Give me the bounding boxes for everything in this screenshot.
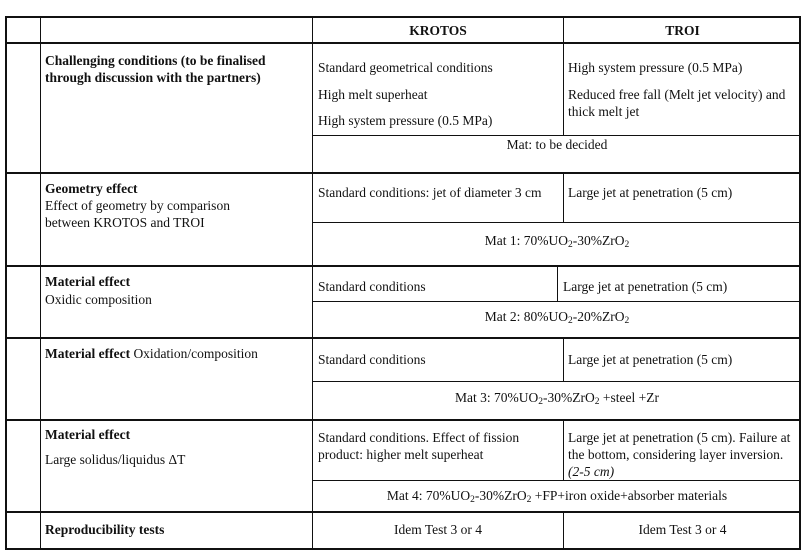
row-rule [7,172,799,174]
column-divider-krotos-troi [563,339,564,381]
challenging-krotos-1: Standard geometrical conditions [318,60,493,75]
header-krotos: KROTOS [409,23,467,38]
material3-mat: Mat 4: $70\%UO_2-30\%ZrO_2$ +FP+iron oxide+absorber materials [386,488,728,505]
challenging-troi-2: Reduced free fall (Melt jet velocity) and thick melt jet [568,87,786,119]
material3-subtitle: Large solidus/liquidus ΔT [45,452,186,467]
material2-krotos: Standard conditions [318,352,426,367]
material2-troi: Large jet at penetration (5 cm) [568,352,733,367]
column-divider-krotos-troi [557,267,558,301]
geometry-krotos: Standard conditions: jet of diameter 3 cm [318,185,542,200]
test-matrix-table [5,16,801,550]
row-rule [312,301,799,302]
column-divider-krotos-troi [563,174,564,222]
reproducibility-title: Reproducibility tests [45,522,165,537]
column-divider-index [40,18,41,548]
row-rule [312,480,799,481]
material1-subtitle: Oxidic composition [45,292,152,307]
material2-title: Material effect Oxidation/composition [45,346,258,361]
row-rule [7,511,799,513]
challenging-title: Challenging conditions (to be finalised through discussion with the partners) [45,53,266,85]
challenging-krotos-2: High melt superheat [318,87,428,102]
geometry-title: Geometry effect [45,181,138,196]
header-bottom-rule [7,42,799,44]
material2-mat: Mat 3: $70\%UO_2-30\%ZrO_2$ +steel +Zr [455,390,659,407]
geometry-subtitle: Effect of geometry by comparison between KROTOS and TROI [45,198,230,230]
challenging-troi-1: High system pressure (0.5 MPa) [568,60,743,75]
column-divider-description [312,18,313,548]
row-rule [7,265,799,267]
geometry-mat: Mat 1: $70\%UO_2-30\%ZrO_2$ [484,233,630,250]
column-divider-krotos-troi [563,421,564,480]
row-rule [7,337,799,339]
row-rule [312,381,799,382]
challenging-krotos-3: High system pressure (0.5 MPa) [318,113,493,128]
challenging-mat: Mat: to be decided [506,137,608,152]
header-troi: TROI [665,23,700,38]
column-divider-krotos-troi [563,43,564,135]
material3-troi: Large jet at penetration (5 cm). Failure at the bottom, considering layer inversion. (2-5 cm) [568,430,791,479]
row-rule [312,222,799,223]
reproducibility-krotos: Idem Test 3 or 4 [393,522,483,537]
material3-title: Material effect [45,427,131,442]
material1-troi: Large jet at penetration (5 cm) [563,279,728,294]
material1-mat: Mat 2: $80\%UO_2-20\%ZrO_2$ [484,309,630,326]
row-rule [7,419,799,421]
material1-title: Material effect [45,274,131,289]
geometry-troi: Large jet at penetration (5 cm) [568,185,733,200]
reproducibility-troi: Idem Test 3 or 4 [638,522,727,537]
material3-krotos: Standard conditions. Effect of fission product: higher melt superheat [318,430,520,462]
material1-krotos: Standard conditions [318,279,426,294]
